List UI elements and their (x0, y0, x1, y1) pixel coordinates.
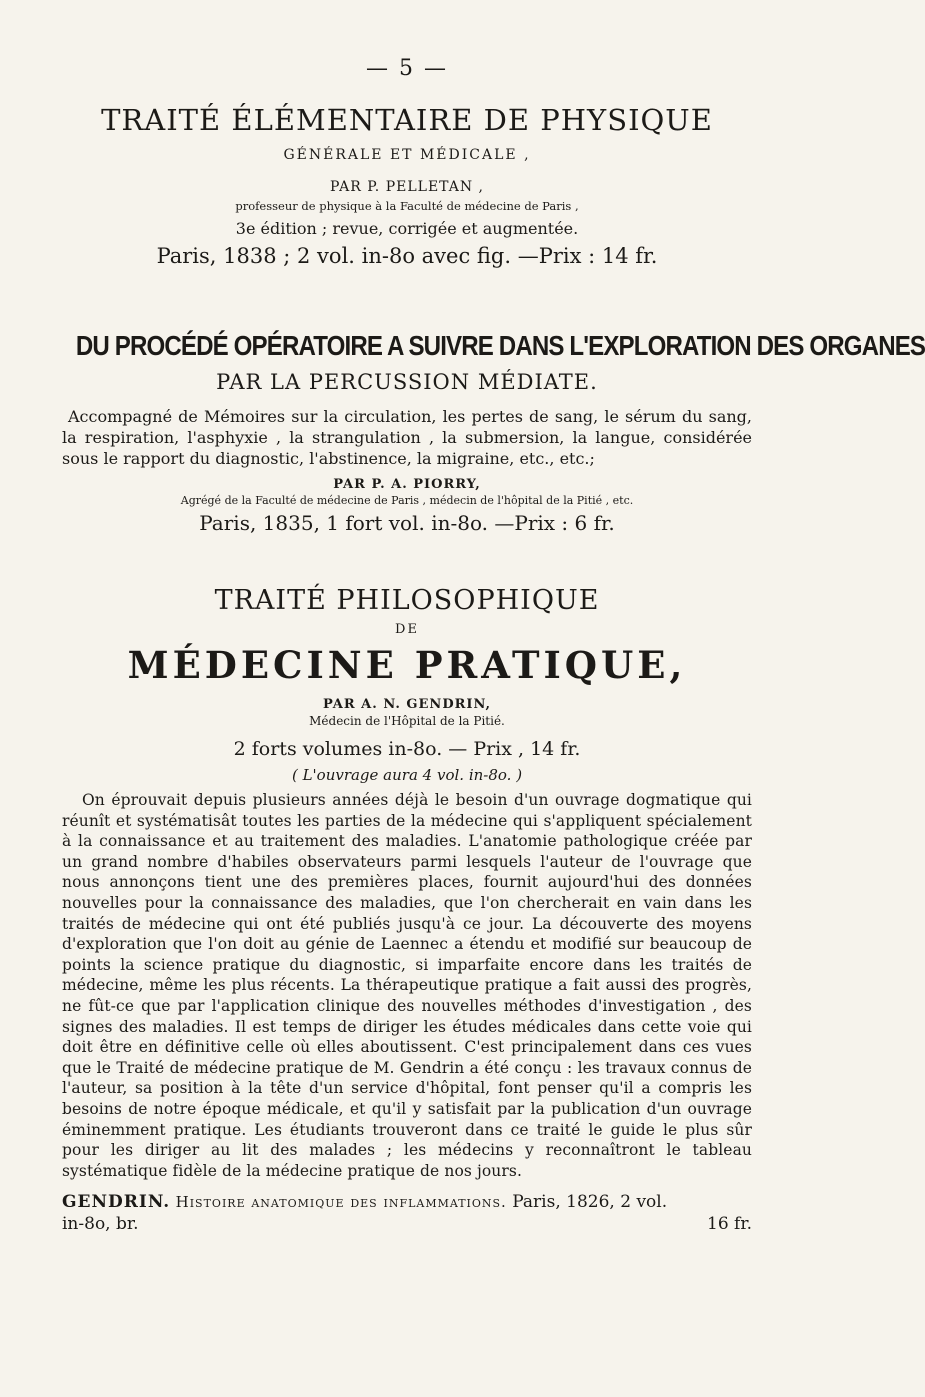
entry-title: DU PROCÉDÉ OPÉRATOIRE A SUIVRE DANS L'EXPLORATION DES ORGANES (75, 330, 925, 361)
entry-affiliation: Médecin de l'Hôpital de la Pitié. (309, 714, 505, 728)
entry-format: in-8o, br. (62, 1214, 139, 1235)
entry-place: Paris, 1826, 2 vol. (512, 1192, 668, 1213)
entry-affiliation: Agrégé de la Faculté de médecine de Paris , médecin de l'hôpital de la Pitié , etc. (180, 494, 634, 507)
entry-author: PAR A. N. GENDRIN, (322, 697, 492, 712)
entry-author: GENDRIN. (62, 1192, 171, 1213)
entry-subtitle: GÉNÉRALE ET MÉDICALE , (283, 147, 531, 163)
entry-volumes: 2 forts volumes in-8o. — Prix , 14 fr. (233, 738, 581, 760)
entry-price-line: Paris, 1838 ; 2 vol. in-8o avec fig. —Prix : 14 fr. (156, 244, 658, 268)
entry-author: PAR P. PELLETAN , (329, 179, 484, 195)
entry-author: PAR P. A. PIORRY, (333, 477, 481, 492)
entry-affiliation: professeur de physique à la Faculté de médecine de Paris , (235, 199, 579, 213)
entry-body: On éprouvait depuis plusieurs années déjà le besoin d'un ouvrage dogmatique qui réunît et systématisât toutes les parties de la médecine qui s'appliquent spécialement à la connaissance et au traitement des maladies. L'anatomie pathologique créée par un grand nombre d'habiles observateurs parmi lesquels l'auteur de l'ouvrage que nous annonçons tient une des premières places, fournit aujourd'hui des données nouvelles pour la connaissance des maladies, que l'on chercherait en vain dans les traités de médecine qui ont été publiés jusqu'à ce jour. La découverte des moyens d'exploration que l'on doit au génie de Laennec a étendu et modifié sur beaucoup de points la science pratique du diagnostic, si imparfaite encore dans les traités de médecine, même les plus récents. La thérapeutique pratique a fait aussi des progrès, ne fût-ce que par l'application clinique des nouvelles méthodes d'investigation , des signes des maladies. Il est temps de diriger les études médicales dans cette voie qui doit être en définitive celle où elles aboutissent. C'est principalement dans ces vues que le Traité de médecine pratique de M. Gendrin a été conçu : les travaux connus de l'auteur, sa position à la tête d'un service d'hôpital, font penser qu'il a compris les besoins de notre époque médicale, et qu'il y satisfait par la publication d'un ouvrage éminemment pratique. Les étudiants trouveront dans ce traité le guide le plus sûr pour les diriger au lit des malades ; les médecins y reconnaîtront le tableau systématique fidèle de la médecine pratique de nos jours. (62, 791, 752, 1180)
entry-title: TRAITÉ PHILOSOPHIQUE (214, 585, 600, 616)
entry-description: Accompagné de Mémoires sur la circulation, les pertes de sang, le sérum du sang, la respiration, l'asphyxie , la strangulation , la submersion, la langue, considérée sous le rapport du diagnostic, l'abstinence, la migraine, etc., etc.; (62, 407, 752, 468)
page-number: — 5 — (366, 56, 448, 81)
entry-price-line: Paris, 1835, 1 fort vol. in-8o. —Prix : 6 fr. (199, 511, 615, 535)
entry-subtitle: PAR LA PERCUSSION MÉDIATE. (216, 370, 598, 394)
entry-edition: 3e édition ; revue, corrigée et augmentée. (235, 219, 579, 238)
entry-medecine-pratique (62, 585, 752, 1181)
entry-note: ( L'ouvrage aura 4 vol. in-8o. ) (291, 766, 523, 784)
entry-main-title: MÉDECINE PRATIQUE, (127, 643, 687, 687)
entry-percussion (62, 330, 925, 535)
entry-title-de: DE (395, 622, 419, 637)
entry-title: TRAITÉ ÉLÉMENTAIRE DE PHYSIQUE (101, 103, 713, 137)
entry-price: 16 fr. (707, 1214, 752, 1235)
entry-title: Histoire anatomique des inflammations. (175, 1193, 507, 1212)
entry-physique (62, 103, 752, 268)
entry-inflammations (62, 1191, 752, 1235)
